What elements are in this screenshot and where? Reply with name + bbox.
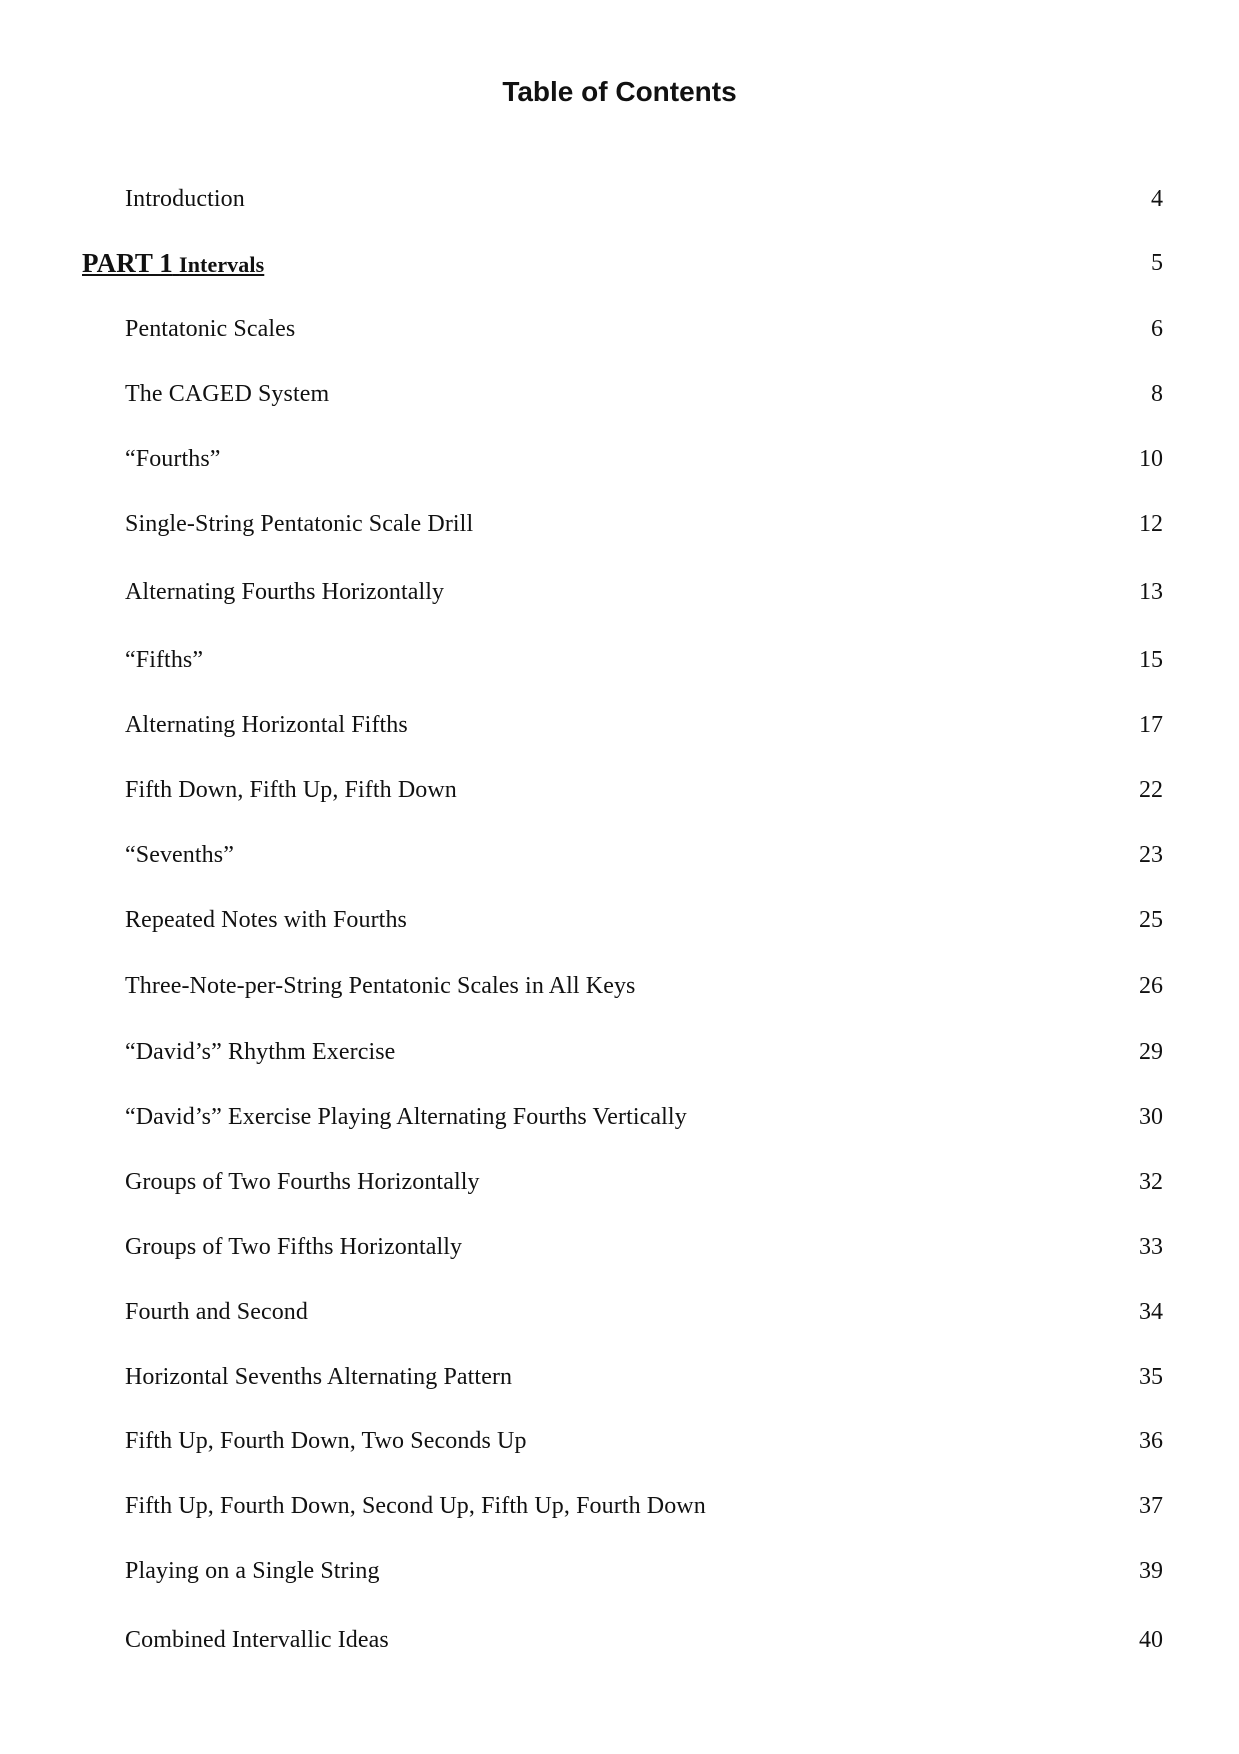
toc-entry[interactable] — [0, 443, 1239, 475]
toc-entry-label: Single-String Pentatonic Scale Drill — [125, 511, 474, 537]
part-label — [82, 247, 264, 281]
toc-page-number: 34 — [1139, 1299, 1163, 1325]
toc-entry[interactable] — [0, 1624, 1239, 1656]
toc-page-number: 26 — [1139, 973, 1163, 999]
toc-page-number: 39 — [1139, 1558, 1163, 1584]
toc-entry[interactable] — [0, 839, 1239, 871]
page-title: Table of Contents — [502, 76, 737, 107]
toc-entry[interactable] — [0, 774, 1239, 806]
toc-entry-label: Groups of Two Fifths Horizontally — [125, 1234, 463, 1260]
toc-entry-label: Alternating Fourths Horizontally — [125, 579, 445, 605]
toc-entry[interactable] — [0, 508, 1239, 540]
toc-entry[interactable] — [0, 970, 1239, 1002]
toc-entry[interactable] — [0, 1555, 1239, 1587]
toc-entry[interactable] — [0, 1036, 1239, 1068]
toc-entry-label: Pentatonic Scales — [125, 316, 296, 342]
toc-page-number: 15 — [1139, 647, 1163, 673]
toc-page-number: 32 — [1139, 1169, 1163, 1195]
toc-page-number: 23 — [1139, 842, 1163, 868]
toc-page-number: 22 — [1139, 777, 1163, 803]
toc-entry[interactable] — [0, 183, 1239, 215]
toc-page-number: 8 — [1151, 381, 1163, 407]
toc-page-number: 40 — [1139, 1627, 1163, 1653]
toc-page-number: 25 — [1139, 907, 1163, 933]
toc-part-heading[interactable] — [0, 247, 1239, 279]
toc-entry[interactable] — [0, 644, 1239, 676]
toc-entry-label: Playing on a Single String — [125, 1558, 380, 1584]
part-number: PART 1 — [82, 248, 173, 278]
toc-entry-label: “David’s” Rhythm Exercise — [125, 1039, 396, 1065]
toc-entry[interactable] — [0, 576, 1239, 608]
toc-entry-label: “Fifths” — [125, 647, 204, 673]
toc-entry-label: Fifth Down, Fifth Up, Fifth Down — [125, 777, 457, 803]
toc-page-number: 36 — [1139, 1428, 1163, 1454]
toc-entry-label: Repeated Notes with Fourths — [125, 907, 407, 933]
toc-entry[interactable] — [0, 1296, 1239, 1328]
toc-page-number: 6 — [1151, 316, 1163, 342]
toc-page-number: 5 — [1151, 250, 1163, 276]
toc-page-number: 10 — [1139, 446, 1163, 472]
toc-page-number: 4 — [1151, 186, 1163, 212]
toc-page-number: 13 — [1139, 579, 1163, 605]
toc-entry[interactable] — [0, 378, 1239, 410]
toc-page-number: 12 — [1139, 511, 1163, 537]
toc-entry-label: “Fourths” — [125, 446, 221, 472]
toc-entry-label: Horizontal Sevenths Alternating Pattern — [125, 1364, 513, 1390]
toc-entry-label: The CAGED System — [125, 381, 330, 407]
toc-page-number: 17 — [1139, 712, 1163, 738]
part-title: Intervals — [179, 252, 265, 277]
toc-entry[interactable] — [0, 1361, 1239, 1393]
toc-entry-label: Fourth and Second — [125, 1299, 309, 1325]
toc-entry[interactable] — [0, 1166, 1239, 1198]
toc-page-number: 37 — [1139, 1493, 1163, 1519]
toc-entry[interactable] — [0, 1490, 1239, 1522]
toc-entry-label: Combined Intervallic Ideas — [125, 1627, 389, 1653]
toc-entry[interactable] — [0, 709, 1239, 741]
toc-page-number: 29 — [1139, 1039, 1163, 1065]
toc-entry[interactable] — [0, 904, 1239, 936]
toc-entry-label: Introduction — [125, 186, 245, 212]
toc-page-number: 30 — [1139, 1104, 1163, 1130]
toc-entry[interactable] — [0, 1231, 1239, 1263]
toc-entry-label: “David’s” Exercise Playing Alternating Fourths Vertically — [125, 1104, 687, 1130]
toc-entry-label: Groups of Two Fourths Horizontally — [125, 1169, 480, 1195]
toc-page-number: 35 — [1139, 1364, 1163, 1390]
toc-entry-label: Alternating Horizontal Fifths — [125, 712, 408, 738]
toc-entry-label: Fifth Up, Fourth Down, Second Up, Fifth Up, Fourth Down — [125, 1493, 706, 1519]
toc-entry-label: Three-Note-per-String Pentatonic Scales in All Keys — [125, 973, 636, 999]
toc-entry-label: “Sevenths” — [125, 842, 234, 868]
toc-entry[interactable] — [0, 313, 1239, 345]
toc-entry[interactable] — [0, 1425, 1239, 1457]
toc-entry[interactable] — [0, 1101, 1239, 1133]
toc-entry-label: Fifth Up, Fourth Down, Two Seconds Up — [125, 1428, 527, 1454]
toc-page-number: 33 — [1139, 1234, 1163, 1260]
